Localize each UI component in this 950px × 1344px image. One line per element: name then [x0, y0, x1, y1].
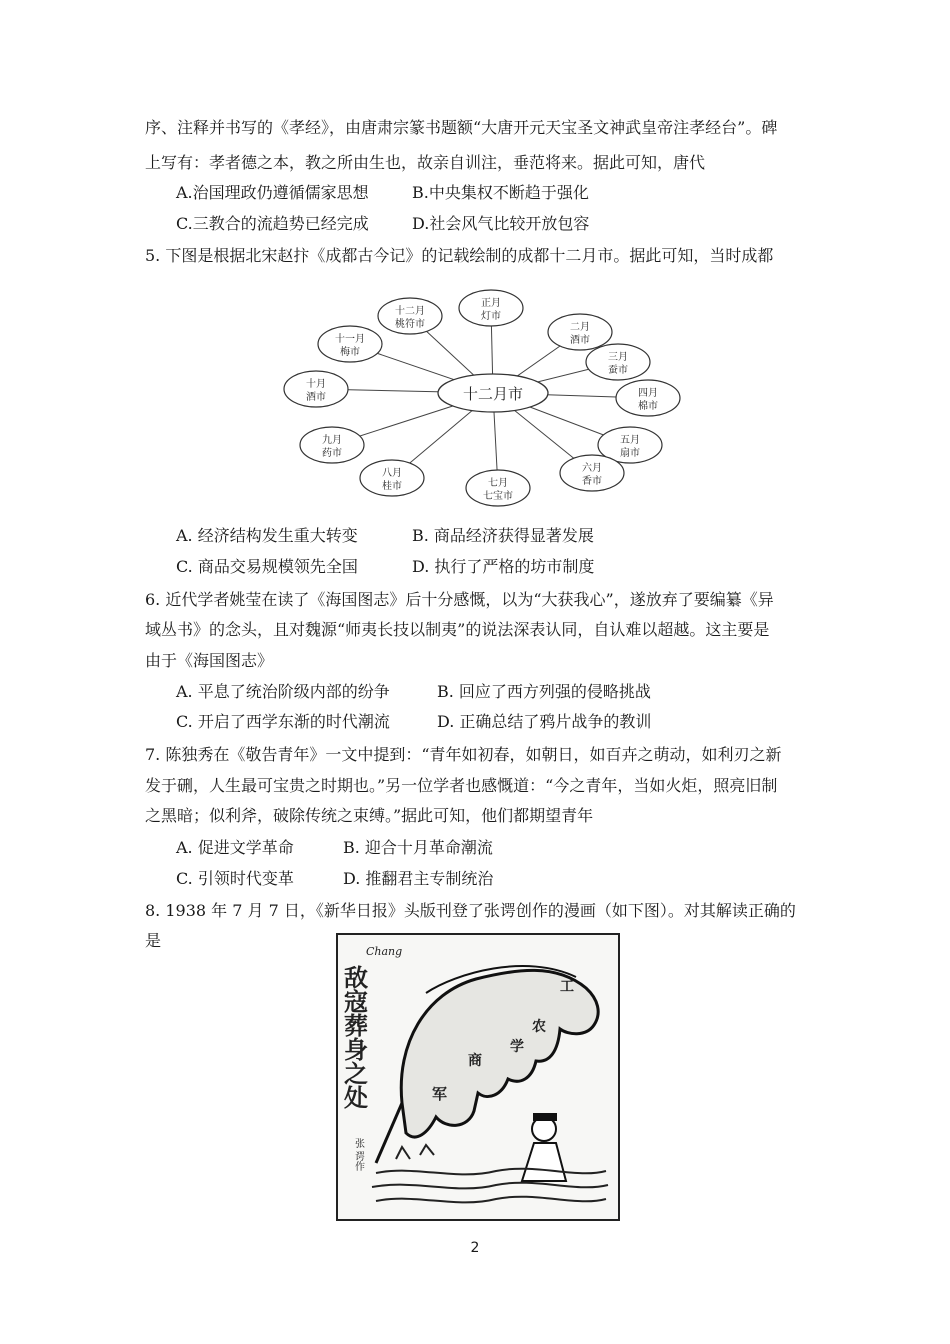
- market-label: 棉市: [638, 401, 658, 412]
- q4-option-d[interactable]: D.社会风气比较开放包容: [412, 214, 590, 233]
- month-market-node: [548, 314, 612, 350]
- month-label: 十月: [306, 379, 326, 390]
- month-label: 四月: [638, 388, 658, 399]
- q6-stem-line1: 6. 近代学者姚莹在读了《海国图志》后十分感慨，以为“大获我心”，遂放弃了要编纂《异: [145, 590, 774, 609]
- market-label: 扇市: [620, 448, 640, 459]
- q8-stem-line1: 8. 1938 年 7 月 7 日，《新华日报》头版刊登了张谔创作的漫画（如下图）。对其解读正确的: [145, 901, 796, 920]
- page-number: 2: [470, 1240, 480, 1256]
- month-label: 正月: [481, 298, 501, 309]
- month-label: 八月: [382, 468, 402, 479]
- q5-stem-line1: 5. 下图是根据北宋赵抃《成都古今记》的记载绘制的成都十二月市。据此可知，当时成都: [145, 246, 774, 265]
- q5-option-b[interactable]: B. 商品经济获得显著发展: [412, 526, 594, 545]
- q4-option-a[interactable]: A.治国理政仍遵循儒家思想: [176, 183, 369, 202]
- month-market-node: [300, 427, 364, 463]
- market-label: 灯市: [481, 311, 501, 322]
- q7-option-a[interactable]: A. 促进文学革命: [176, 838, 294, 857]
- market-label: 蚕市: [608, 365, 628, 376]
- q5-option-a[interactable]: A. 经济结构发生重大转变: [176, 526, 358, 545]
- q7-stem-line2: 发于硎，人生最可宝贵之时期也。”另一位学者也感慨道：“今之青年，当如火炬，照亮旧制: [145, 776, 778, 795]
- finger-label-4: 商: [468, 1053, 482, 1069]
- month-label: 二月: [570, 322, 590, 333]
- q6-stem-line2: 域丛书》的念头，且对魏源“师夷长技以制夷”的说法深表认同，自认难以超越。这主要是: [145, 620, 770, 639]
- q5-option-d[interactable]: D. 执行了严格的坊市制度: [412, 557, 595, 576]
- q7-option-d[interactable]: D. 推翻君主专制统治: [343, 869, 494, 888]
- center-node-label: 十二月市: [462, 385, 524, 403]
- month-market-node: [466, 470, 530, 506]
- month-label: 三月: [608, 352, 628, 363]
- market-label: 酒市: [306, 392, 326, 403]
- market-label: 香市: [582, 476, 602, 487]
- q4-option-b[interactable]: B.中央集权不断趋于强化: [412, 183, 589, 202]
- month-market-node: [378, 298, 442, 334]
- market-label: 酒市: [570, 335, 590, 346]
- q4-stem-line1: 序、注释并书写的《孝经》，由唐肃宗篆书题额“大唐开元天宝圣文神武皇帝注孝经台”。碑: [145, 118, 778, 137]
- cartoon-signature: Chang: [366, 945, 403, 958]
- q6-option-c[interactable]: C. 开启了西学东渐的时代潮流: [176, 712, 390, 731]
- cartoon-image: [336, 933, 620, 1221]
- q7-option-b[interactable]: B. 迎合十月革命潮流: [343, 838, 493, 857]
- market-label: 梅市: [340, 347, 360, 358]
- q8-stem-line2: 是: [145, 931, 162, 950]
- market-label: 七宝市: [483, 491, 513, 502]
- month-market-node: [586, 344, 650, 380]
- q7-option-c[interactable]: C. 引领时代变革: [176, 869, 294, 888]
- market-label: 桃符市: [395, 319, 425, 330]
- finger-label-5: 军: [432, 1085, 448, 1103]
- twelve-month-market-diagram: [270, 280, 710, 510]
- month-market-node: [318, 326, 382, 362]
- q5-option-c[interactable]: C. 商品交易规模领先全国: [176, 557, 358, 576]
- month-market-node: [284, 371, 348, 407]
- q4-stem-line2: 上写有：孝者德之本，教之所由生也，故亲自训注，垂范将来。据此可知，唐代: [145, 153, 706, 172]
- month-market-node: [560, 455, 624, 491]
- month-market-node: [459, 290, 523, 326]
- month-market-node: [360, 460, 424, 496]
- cartoon-author: 张 谔作: [352, 1138, 364, 1172]
- month-label: 七月: [488, 478, 508, 489]
- q7-stem-line3: 之黑暗；似利斧，破除传统之束缚。”据此可知，他们都期望青年: [145, 806, 594, 825]
- month-label: 五月: [620, 435, 640, 446]
- q6-option-a[interactable]: A. 平息了统治阶级内部的纷争: [176, 682, 390, 701]
- month-label: 十一月: [335, 334, 365, 345]
- finger-label-3: 学: [510, 1039, 524, 1055]
- q6-stem-line3: 由于《海国图志》: [145, 651, 274, 670]
- finger-label-2: 农: [532, 1019, 546, 1035]
- month-label: 十二月: [395, 306, 425, 317]
- q7-stem-line1: 7. 陈独秀在《敬告青年》一文中提到：“青年如初春，如朝日，如百卉之萌动，如利刃之新: [145, 745, 782, 764]
- market-label: 药市: [322, 448, 342, 459]
- market-label: 桂市: [382, 481, 402, 492]
- finger-label-1: 工: [560, 979, 574, 995]
- q6-option-b[interactable]: B. 回应了西方列强的侵略挑战: [437, 682, 651, 701]
- q4-option-c[interactable]: C.三教合的流趋势已经完成: [176, 214, 369, 233]
- month-label: 六月: [582, 463, 602, 474]
- cartoon-title: 敌寇葬身之处: [339, 965, 369, 1109]
- q6-option-d[interactable]: D. 正确总结了鸦片战争的教训: [437, 712, 652, 731]
- month-market-node: [616, 380, 680, 416]
- month-label: 九月: [322, 435, 342, 446]
